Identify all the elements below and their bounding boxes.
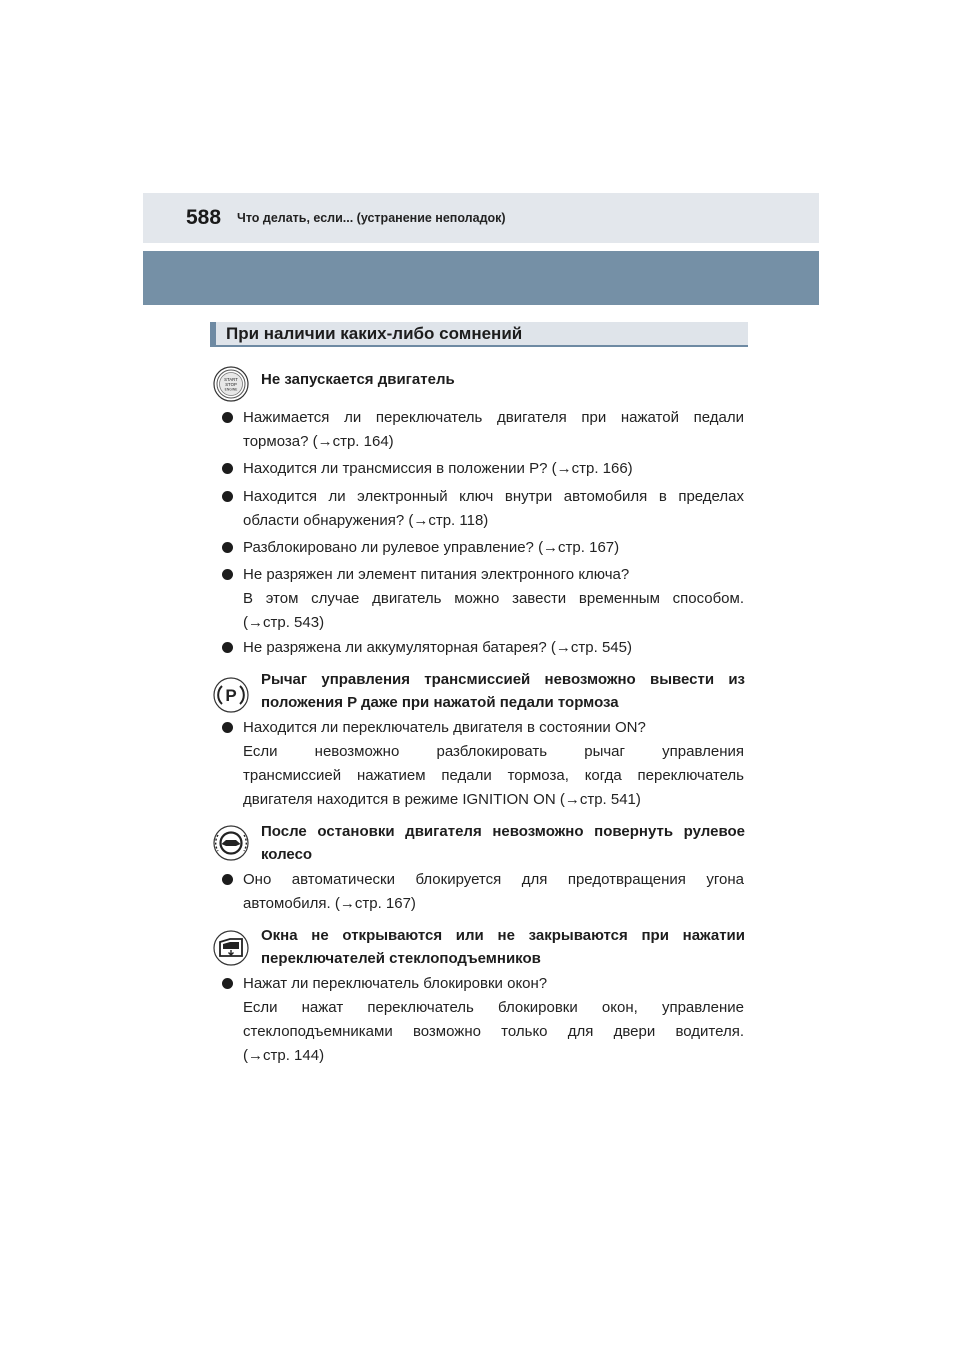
bullet xyxy=(222,491,233,502)
bullet xyxy=(222,569,233,580)
page-number: 588 xyxy=(186,206,222,229)
bullet xyxy=(222,542,233,553)
steering-lock-icon xyxy=(213,825,249,861)
list-item: Разблокировано ли рулевое управление? (→стр. 167) xyxy=(222,536,744,560)
list-item: Не разряжен ли элемент питания электронного ключа? В этом случае двигатель можно завести временным способом. (→стр. 543) xyxy=(222,563,744,635)
list-item: Находится ли трансмиссия в положении P? (→стр. 166) xyxy=(222,457,744,481)
list-item: Нажат ли переключатель блокировки окон? Если нажат переключатель блокировки окон, управление стеклоподъемниками возможно только для двери водителя. (→стр. 144) xyxy=(222,972,744,1068)
page-header xyxy=(143,193,819,243)
bullet xyxy=(222,463,233,474)
section-heading: При наличии каких-либо сомнений xyxy=(210,322,748,347)
sub-heading-engine-not-starting: Не запускается двигатель xyxy=(261,371,455,388)
svg-text:P: P xyxy=(225,686,237,705)
window-lock-icon xyxy=(213,930,249,966)
park-gear-icon xyxy=(213,677,249,713)
list-item: Не разряжена ли аккумуляторная батарея? (→стр. 545) xyxy=(222,636,744,660)
sub-heading-shift-lever-locked: Рычаг управления трансмиссией невозможно вывести из положения P даже при нажатой педали тормоза xyxy=(261,671,745,711)
bullet xyxy=(222,642,233,653)
list-item: Нажимается ли переключатель двигателя при нажатой педали тормоза? (→стр. 164) xyxy=(222,406,744,454)
bullet xyxy=(222,978,233,989)
sub-heading-windows-not-working: Окна не открываются или не закрываются при нажатии переключателей стеклоподъемников xyxy=(261,927,745,967)
bullet xyxy=(222,412,233,423)
bullet xyxy=(222,874,233,885)
start-stop-engine-button-icon xyxy=(213,366,249,402)
chapter-title: Что делать, если... (устранение неполадок) xyxy=(237,211,506,225)
sub-heading-steering-locked: После остановки двигателя невозможно повернуть рулевое колесо xyxy=(261,823,745,863)
svg-text:START: START xyxy=(224,377,238,382)
svg-text:ENGINE: ENGINE xyxy=(224,387,238,392)
chapter-band xyxy=(143,251,819,305)
list-item: Оно автоматически блокируется для предотвращения угона автомобиля. (→стр. 167) xyxy=(222,868,744,916)
svg-text:STOP: STOP xyxy=(225,382,237,387)
bullet xyxy=(222,722,233,733)
list-item: Находится ли электронный ключ внутри автомобиля в пределах области обнаружения? (→стр. 118) xyxy=(222,485,744,533)
list-item: Находится ли переключатель двигателя в состоянии ON? Если невозможно разблокировать рычаг управления трансмиссией нажатием педали тормоза, когда переключатель двигателя находится в режиме IGNITION ON (→стр. 541) xyxy=(222,716,744,812)
